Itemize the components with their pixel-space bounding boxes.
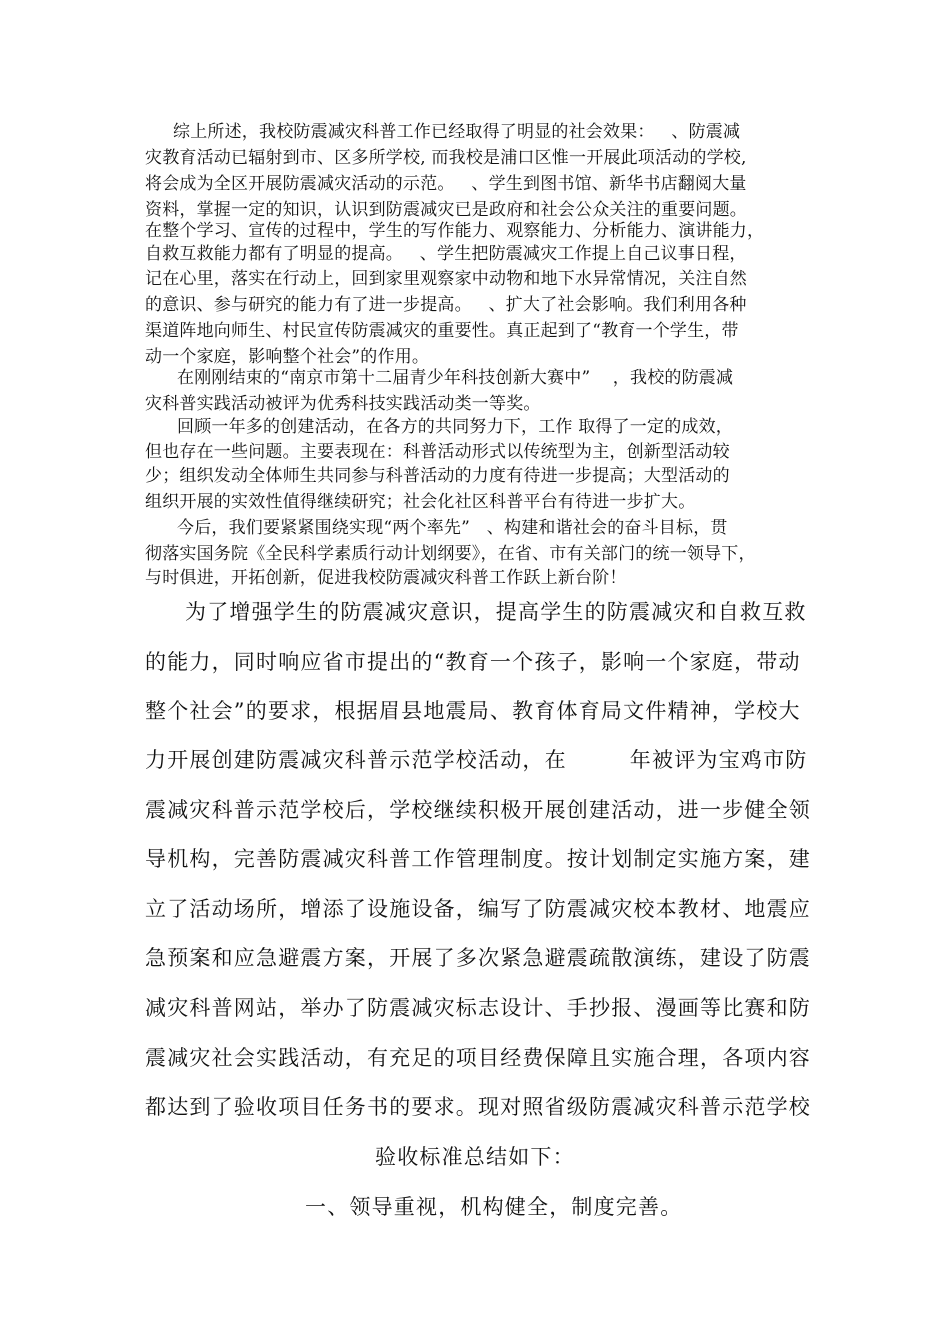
text-line: 急预案和应急避震方案，开展了多次紧急避震疏散演练，建设了防震	[145, 946, 811, 970]
text-line: 震减灾社会实践活动，有充足的项目经费保障且实施合理，各项内容	[145, 1046, 811, 1070]
text-line: 为了增强学生的防震减灾意识，提高学生的防震减灾和自救互救	[185, 600, 807, 624]
text-line: 今后，我们要紧紧围绕实现“两个率先” 、构建和谐社会的奋斗目标，贯	[177, 518, 728, 538]
text-line: 但也存在一些问题。主要表现在：科普活动形式以传统型为主，创新型活动较	[145, 442, 730, 462]
text-line: 灾教育活动已辐射到市、区多所学校, 而我校是浦口区惟一开展此项活动的学校,	[145, 148, 747, 168]
text-line: 震减灾科普示范学校后，学校继续积极开展创建活动，进一步健全领	[145, 798, 811, 822]
text-line: 彻落实国务院《全民科学素质行动计划纲要》，在省、市有关部门的统一领导下，	[145, 544, 756, 564]
text-line: 将会成为全区开展防震减灾活动的示范。 、学生到图书馆、新华书店翻阅大量	[145, 174, 747, 194]
text-line: 自救互救能力都有了明显的提高。 、学生把防震减灾工作提上自己议事日程，	[145, 244, 747, 264]
text-line: 减灾科普网站，举办了防震减灾标志设计、手抄报、漫画等比赛和防	[145, 996, 811, 1020]
text-line: 验收标准总结如下：	[375, 1145, 575, 1169]
text-line: 整个社会”的要求，根据眉县地震局、教育体育局文件精神，学校大	[145, 699, 801, 723]
text-line: 组织开展的实效性值得继续研究；社会化社区科普平台有待进一步扩大。	[145, 492, 696, 512]
section-heading: 一、领导重视，机构健全，制度完善。	[305, 1195, 683, 1219]
text-line: 立了活动场所，增添了设施设备，编写了防震减灾校本教材、地震应	[145, 897, 811, 921]
text-line: 力开展创建防震减灾科普示范学校活动，在 年被评为宝鸡市防	[145, 748, 808, 772]
text-line: 回顾一年多的创建活动，在各方的共同努力下，工作 取得了一定的成效，	[177, 417, 734, 437]
text-line: 灾科普实践活动被评为优秀科技实践活动类一等奖。	[145, 394, 541, 414]
text-line: 记在心里，落实在行动上，回到家里观察家中动物和地下水异常情况，关注自然	[145, 269, 747, 289]
text-line: 少；组织发动全体师生共同参与科普活动的力度有待进一步提高；大型活动的	[145, 466, 730, 486]
text-line: 与时俱进，开拓创新，促进我校防震减灾科普工作跃上新台阶！	[145, 568, 627, 588]
text-line: 在刚刚结束的“南京市第十二届青少年科技创新大赛中” ，我校的防震减	[177, 368, 734, 388]
text-line: 都达到了验收项目任务书的要求。现对照省级防震减灾科普示范学校	[145, 1095, 811, 1119]
text-line: 的能力，同时响应省市提出的“教育一个孩子，影响一个家庭，带动	[145, 650, 801, 674]
text-line: 动一个家庭，影响整个社会”的作用。	[145, 347, 430, 367]
text-line: 的意识、参与研究的能力有了进一步提高。 、扩大了社会影响。我们利用各种	[145, 295, 747, 315]
text-line: 渠道阵地向师生、村民宣传防震减灾的重要性。真正起到了“教育一个学生，带	[145, 321, 739, 341]
text-line: 导机构，完善防震减灾科普工作管理制度。按计划制定实施方案，建	[145, 847, 811, 871]
text-line: 综上所述，我校防震减灾科普工作已经取得了明显的社会效果： 、防震减	[173, 122, 741, 142]
text-line: 在整个学习、宣传的过程中，学生的写作能力、观察能力、分析能力、演讲能力，	[145, 221, 765, 241]
text-line: 资料，掌握一定的知识，认识到防震减灾已是政府和社会公众关注的重要问题。	[145, 200, 747, 220]
